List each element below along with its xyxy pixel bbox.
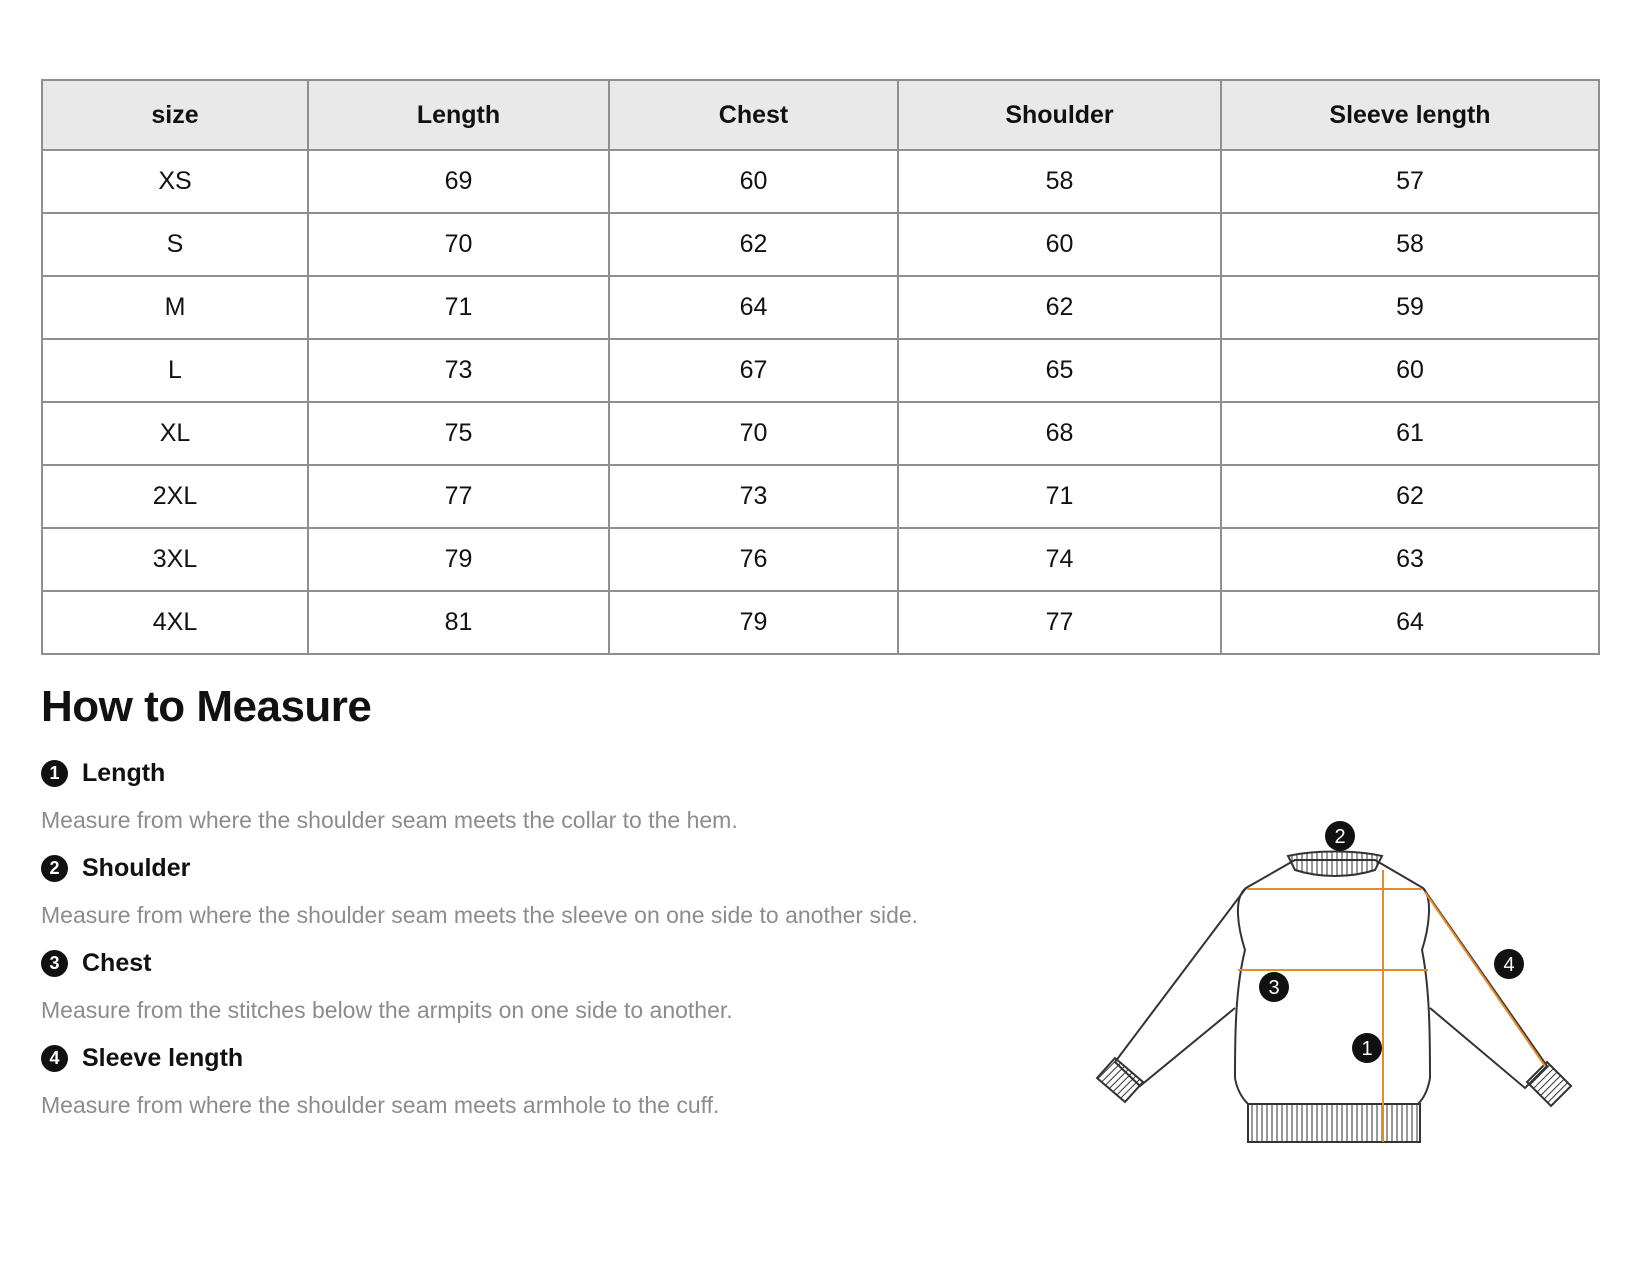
size-cell: L [42,339,308,402]
size-chart-table [41,79,1600,655]
step-description: Measure from where the shoulder seam meets armhole to the cuff. [41,1092,720,1118]
column-header-size: size [42,80,308,150]
shoulder-cell: 62 [898,276,1221,339]
chest-cell: 60 [609,150,898,213]
chest-cell: 73 [609,465,898,528]
table-row [42,276,1599,339]
chest-cell: 62 [609,213,898,276]
hem-rib [1248,1104,1420,1142]
marker-4 [1494,949,1524,979]
sleeve-length-cell: 61 [1221,402,1599,465]
length-cell: 77 [308,465,609,528]
length-cell: 69 [308,150,609,213]
chest-cell: 70 [609,402,898,465]
column-header-length: Length [308,80,609,150]
sleeve-length-cell: 64 [1221,591,1599,654]
length-cell: 79 [308,528,609,591]
table-row [42,213,1599,276]
marker-3-label: 3 [1268,977,1280,999]
chest-cell: 67 [609,339,898,402]
sleeve-length-cell: 57 [1221,150,1599,213]
step-label: Shoulder [82,853,191,882]
shoulder-cell: 77 [898,591,1221,654]
collar-rib [1288,852,1382,877]
marker-1 [1352,1033,1382,1063]
size-cell: XL [42,402,308,465]
shoulder-cell: 60 [898,213,1221,276]
marker-2-label: 2 [1334,826,1346,848]
table-row [42,339,1599,402]
marker-4-label: 4 [1503,954,1515,976]
step-number-badge: 3 [41,950,68,977]
shoulder-cell: 68 [898,402,1221,465]
marker-1-label: 1 [1361,1038,1373,1060]
table-row [42,528,1599,591]
length-cell: 75 [308,402,609,465]
sleeve-length-cell: 60 [1221,339,1599,402]
sleeve-length-cell: 63 [1221,528,1599,591]
table-row [42,150,1599,213]
size-cell: S [42,213,308,276]
left-sleeve-outline [1115,888,1246,1086]
step-description: Measure from where the shoulder seam meets the sleeve on one side to another side. [41,902,919,928]
shoulder-cell: 65 [898,339,1221,402]
length-cell: 70 [308,213,609,276]
step-number-badge: 4 [41,1045,68,1072]
chest-cell: 79 [609,591,898,654]
size-cell: M [42,276,308,339]
length-cell: 71 [308,276,609,339]
step-number-badge: 2 [41,855,68,882]
marker-2 [1325,821,1355,851]
step-label: Sleeve length [82,1043,244,1072]
table-row [42,402,1599,465]
right-sleeve-outline [1423,888,1547,1088]
chest-cell: 64 [609,276,898,339]
sleeve-length-cell: 62 [1221,465,1599,528]
chest-cell: 76 [609,528,898,591]
step-header [41,948,1041,978]
step-sleeve-length [41,1043,1041,1120]
step-shoulder [41,853,1041,930]
sleeve-length-cell: 58 [1221,213,1599,276]
table-row [42,465,1599,528]
step-description: Measure from where the shoulder seam meets the collar to the hem. [41,807,738,833]
left-cuff-rib [1097,1058,1143,1102]
page-title: How to Measure [41,682,372,731]
size-cell: 3XL [42,528,308,591]
sleeve-measure-line [1425,892,1545,1066]
length-cell: 73 [308,339,609,402]
step-description: Measure from the stitches below the armpits on one side to another. [41,997,733,1023]
shoulder-cell: 58 [898,150,1221,213]
step-number-badge: 1 [41,760,68,787]
column-header-chest: Chest [609,80,898,150]
size-cell: 4XL [42,591,308,654]
sweater-diagram [1085,820,1605,1200]
step-header [41,758,1041,788]
sleeve-length-cell: 59 [1221,276,1599,339]
step-label: Length [82,758,166,787]
size-cell: XS [42,150,308,213]
right-cuff-rib [1527,1062,1571,1106]
shoulder-cell: 74 [898,528,1221,591]
marker-3 [1259,972,1289,1002]
step-header [41,853,1041,883]
column-header-shoulder: Shoulder [898,80,1221,150]
measure-steps [41,758,1041,1138]
shoulder-cell: 71 [898,465,1221,528]
table-header-row [42,80,1599,150]
step-chest [41,948,1041,1025]
table-row [42,591,1599,654]
size-cell: 2XL [42,465,308,528]
step-header [41,1043,1041,1073]
column-header-sleeve-length: Sleeve length [1221,80,1599,150]
step-length [41,758,1041,835]
step-label: Chest [82,948,152,977]
length-cell: 81 [308,591,609,654]
